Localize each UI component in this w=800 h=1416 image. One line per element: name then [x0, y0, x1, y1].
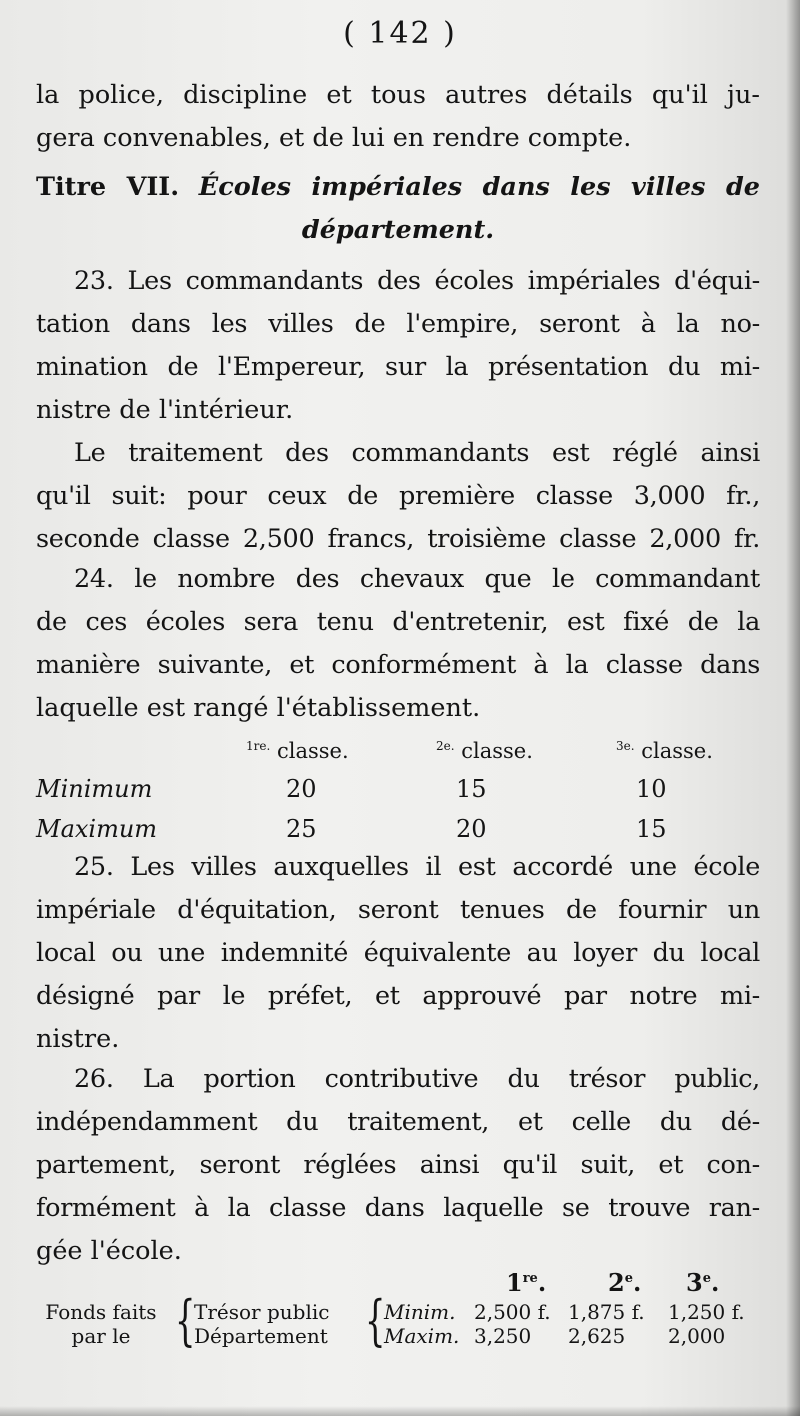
article-26	[36, 1058, 760, 1273]
text-line: 26. La portion contributive du trésor public,	[74, 1064, 760, 1094]
page-edge-shadow	[786, 0, 800, 1416]
fonds-label: Fonds faits par le	[45, 1300, 157, 1348]
title-text-cont: département.	[301, 215, 495, 245]
text-line: indépendamment du traitement, et celle du dé-	[36, 1107, 760, 1137]
brace: {	[174, 1289, 196, 1352]
text-line: manière suivante, et conformément à la classe dans	[36, 650, 760, 680]
values-col-3	[668, 1300, 763, 1348]
text-line: Le traitement des commandants est réglé ainsi	[74, 438, 760, 468]
text-line: 23. Les commandants des écoles impériales d'équi-	[74, 266, 760, 296]
brace: {	[364, 1289, 386, 1352]
text-line: gera convenables, et de lui en rendre compte.	[36, 123, 632, 153]
text-line: 24. le nombre des chevaux que le commandant	[74, 564, 760, 594]
text-line: 25. Les villes auxquelles il est accordé une école	[74, 852, 760, 882]
horses-table	[36, 728, 766, 849]
intro-paragraph	[36, 74, 760, 160]
text-line: nistre.	[36, 1024, 120, 1054]
table-cell: 10	[636, 775, 667, 803]
text-line: partement, seront réglées ainsi qu'il suit, et con-	[36, 1150, 760, 1180]
limit-label: Maxim.	[384, 1324, 460, 1348]
table-cell: 2,500 f.	[474, 1300, 551, 1324]
table-cell: 1,250 f.	[668, 1300, 745, 1324]
text-line: impériale d'équitation, seront tenues de fournir un	[36, 895, 760, 925]
text-line: formément à la classe dans laquelle se trouve ran-	[36, 1193, 760, 1223]
text-line: de ces écoles sera tenu d'entretenir, est fixé de la	[36, 607, 760, 637]
table-cell: 3,250	[474, 1324, 532, 1348]
row-label: Maximum	[36, 815, 158, 843]
article-23	[36, 260, 760, 561]
funding-sources	[194, 1300, 329, 1348]
article-24	[36, 558, 760, 730]
values-col-1	[474, 1300, 569, 1348]
table-row	[36, 769, 766, 809]
limit-labels	[384, 1300, 459, 1348]
column-header: $^{1re.}$ classe.	[246, 739, 349, 763]
text-line: local ou une indemnité équivalente au loyer du local	[36, 938, 760, 968]
text-line: seconde classe 2,500 francs, troisième classe 2,000 fr.	[36, 524, 760, 554]
column-header: 1re.	[506, 1268, 547, 1297]
limit-label: Minim.	[384, 1300, 456, 1324]
text-line: gée l'école.	[36, 1236, 182, 1266]
column-header: 2e.	[608, 1268, 642, 1297]
table-row	[36, 809, 766, 849]
section-title	[36, 166, 760, 252]
text-line: désigné par le préfet, et approuvé par notre mi-	[36, 981, 760, 1011]
column-header: 3e.	[686, 1268, 720, 1297]
table-cell: 20	[286, 775, 317, 803]
values-col-2	[568, 1300, 663, 1348]
title-text: Écoles impériales dans les villes de	[198, 172, 761, 202]
table-cell: 15	[636, 815, 667, 843]
row-label: Minimum	[36, 775, 153, 803]
text-line: nistre de l'intérieur.	[36, 395, 294, 425]
table-cell: 15	[456, 775, 487, 803]
table-header-row	[36, 728, 766, 769]
text-line: la police, discipline et tous autres détails qu'il ju-	[36, 80, 760, 110]
text-line: laquelle est rangé l'établissement.	[36, 693, 481, 723]
table-cell: 20	[456, 815, 487, 843]
title-label: Titre VII.	[36, 172, 180, 202]
text-line: mination de l'Empereur, sur la présentation du mi-	[36, 352, 760, 382]
column-header: $^{3e.}$ classe.	[616, 739, 713, 763]
text-line: tation dans les villes de l'empire, seront à la no-	[36, 309, 760, 339]
column-header: $^{2e.}$ classe.	[436, 739, 533, 763]
table-cell: 2,000	[668, 1324, 726, 1348]
table-cell: 1,875 f.	[568, 1300, 645, 1324]
source-label: Département	[194, 1324, 328, 1348]
source-label: Trésor public	[194, 1300, 330, 1324]
table-cell: 25	[286, 815, 317, 843]
page-bottom-shadow	[0, 1406, 800, 1416]
article-25	[36, 846, 760, 1061]
page-number: ( 142 )	[343, 16, 457, 51]
text-line: qu'il suit: pour ceux de première classe 3,000 fr.,	[36, 481, 760, 511]
table-cell: 2,625	[568, 1324, 626, 1348]
